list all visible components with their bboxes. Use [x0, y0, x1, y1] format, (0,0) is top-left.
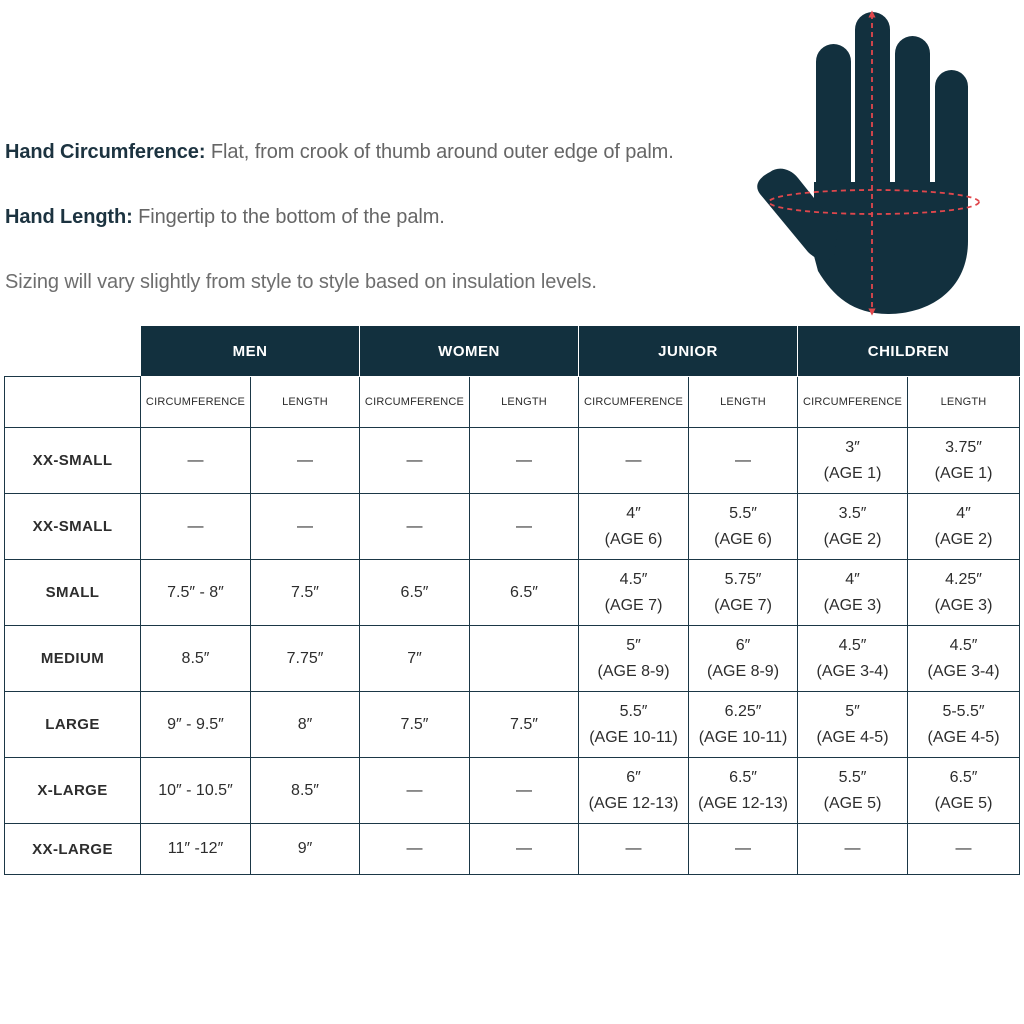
cell-value: —	[406, 517, 423, 535]
group-header-children: CHILDREN	[798, 326, 1020, 377]
cell-junior-circumference	[579, 494, 689, 560]
cell-value: —	[955, 840, 972, 857]
hand-measurement-icon	[748, 6, 998, 318]
cell-value: 4″	[626, 504, 641, 522]
cell-value: —	[406, 781, 423, 799]
cell-junior-circumference	[579, 824, 689, 875]
cell-men-circumference	[141, 692, 251, 758]
cell-age-range: (AGE 4-5)	[816, 728, 889, 746]
size-label: SMALL	[5, 560, 141, 626]
cell-junior-length	[689, 758, 798, 824]
cell-age-range: (AGE 6)	[714, 530, 772, 548]
cell-age-range: (AGE 3)	[823, 596, 882, 614]
cell-value: 9″	[297, 840, 313, 857]
cell-value: 7.5″	[510, 715, 538, 733]
hand-length-definition	[5, 206, 445, 229]
cell-men-circumference	[141, 824, 251, 875]
cell-men-circumference	[141, 758, 251, 824]
cell-age-range: (AGE 12-13)	[588, 794, 679, 812]
cell-value: —	[406, 840, 423, 857]
cell-children-length	[908, 626, 1020, 692]
sizing-note: Sizing will vary slightly from style to style based on insulation levels.	[5, 271, 597, 293]
cell-women-length	[470, 428, 579, 494]
cell-men-length	[251, 626, 360, 692]
cell-value: 6.5″	[510, 583, 538, 601]
cell-value: 3.75″	[945, 438, 982, 456]
table-row	[5, 758, 1020, 824]
subheader-junior-length: LENGTH	[689, 377, 798, 428]
cell-value: 5″	[845, 702, 860, 720]
cell-value: 6.25″	[724, 702, 762, 720]
subheader-men-circumference: CIRCUMFERENCE	[141, 377, 251, 428]
cell-value: 4.25″	[945, 570, 982, 588]
cell-value: —	[187, 517, 204, 535]
cell-value: 5.5″	[729, 504, 757, 522]
cell-value: 4.5″	[619, 570, 648, 588]
cell-junior-circumference	[579, 560, 689, 626]
cell-value: —	[625, 840, 642, 857]
cell-children-length	[908, 758, 1020, 824]
cell-junior-circumference	[579, 692, 689, 758]
cell-value: 5.75″	[724, 570, 762, 588]
cell-value: 6″	[735, 636, 751, 654]
cell-value: 8.5″	[181, 649, 210, 667]
table-row	[5, 692, 1020, 758]
hand-circumference-definition	[5, 141, 674, 164]
cell-value: 5-5.5″	[942, 702, 985, 720]
hand-length-text: Fingertip to the bottom of the palm.	[138, 206, 445, 228]
cell-junior-circumference	[579, 428, 689, 494]
cell-value: —	[844, 840, 861, 857]
group-header-men: MEN	[141, 326, 360, 377]
hand-circumference-label: Hand Circumference:	[5, 141, 206, 163]
glove-size-chart	[4, 326, 1020, 875]
cell-junior-length	[689, 494, 798, 560]
cell-age-range: (AGE 4-5)	[927, 728, 1000, 746]
cell-children-length	[908, 560, 1020, 626]
group-header-women: WOMEN	[360, 326, 579, 377]
cell-age-range: (AGE 7)	[604, 596, 663, 614]
cell-value: —	[516, 517, 532, 535]
cell-women-circumference	[360, 758, 470, 824]
cell-men-circumference	[141, 626, 251, 692]
cell-age-range: (AGE 2)	[934, 530, 993, 548]
cell-value: 6″	[626, 768, 641, 786]
cell-value: 3″	[845, 438, 860, 456]
cell-children-circumference	[798, 626, 908, 692]
table-row	[5, 626, 1020, 692]
cell-value: —	[406, 451, 423, 469]
cell-value: —	[735, 840, 752, 857]
cell-age-range: (AGE 1)	[823, 464, 882, 482]
cell-value: —	[735, 451, 752, 469]
cell-junior-length	[689, 824, 798, 875]
size-table-body	[5, 428, 1020, 875]
cell-age-range: (AGE 3-4)	[816, 662, 889, 680]
cell-junior-length	[689, 626, 798, 692]
cell-women-length	[470, 758, 579, 824]
cell-children-circumference	[798, 692, 908, 758]
cell-junior-circumference	[579, 758, 689, 824]
cell-women-circumference	[360, 560, 470, 626]
cell-children-length	[908, 428, 1020, 494]
cell-age-range: (AGE 10-11)	[589, 728, 678, 746]
cell-men-length	[251, 494, 360, 560]
table-row	[5, 824, 1020, 875]
cell-age-range: (AGE 5)	[934, 794, 993, 812]
cell-value: 7.5″	[291, 583, 319, 601]
hand-circumference-text: Flat, from crook of thumb around outer edge of palm.	[210, 141, 674, 163]
cell-women-circumference	[360, 494, 470, 560]
hand-silhouette	[757, 12, 968, 314]
cell-value: 7.5″ - 8″	[167, 583, 224, 601]
cell-value: 11″ -12″	[167, 840, 224, 857]
cell-men-circumference	[141, 428, 251, 494]
cell-women-length	[470, 494, 579, 560]
table-row	[5, 494, 1020, 560]
cell-children-length	[908, 494, 1020, 560]
cell-age-range: (AGE 10-11)	[698, 728, 788, 746]
size-label: XX-LARGE	[5, 824, 141, 875]
cell-women-circumference	[360, 428, 470, 494]
cell-value: 10″ - 10.5″	[158, 781, 233, 799]
cell-children-circumference	[798, 560, 908, 626]
cell-value: —	[297, 451, 313, 469]
cell-junior-length	[689, 428, 798, 494]
cell-value: —	[625, 451, 642, 469]
cell-children-circumference	[798, 494, 908, 560]
subheader-junior-circumference: CIRCUMFERENCE	[579, 377, 689, 428]
cell-men-circumference	[141, 560, 251, 626]
cell-children-circumference	[798, 758, 908, 824]
group-header-junior: JUNIOR	[579, 326, 798, 377]
cell-age-range: (AGE 8-9)	[707, 662, 780, 680]
blank-subheader	[5, 377, 141, 428]
corner-cell	[5, 326, 141, 377]
cell-value: 4.5″	[949, 636, 978, 654]
cell-value: 4″	[956, 504, 971, 522]
cell-value: 4″	[845, 570, 860, 588]
cell-men-length	[251, 560, 360, 626]
cell-value: 7″	[407, 649, 422, 667]
cell-value: 7.5″	[400, 715, 429, 733]
cell-value: 8.5″	[291, 781, 319, 799]
hand-length-label: Hand Length:	[5, 206, 133, 228]
cell-children-circumference	[798, 824, 908, 875]
cell-value: 5.5″	[619, 702, 648, 720]
cell-men-length	[251, 428, 360, 494]
cell-age-range: (AGE 3)	[934, 596, 993, 614]
cell-value: —	[516, 781, 532, 799]
cell-women-length	[470, 824, 579, 875]
cell-value: 4.5″	[838, 636, 867, 654]
cell-men-length	[251, 824, 360, 875]
cell-age-range: (AGE 12-13)	[698, 794, 788, 812]
cell-junior-length	[689, 692, 798, 758]
size-label: XX-SMALL	[5, 494, 141, 560]
cell-women-circumference	[360, 626, 470, 692]
size-label: LARGE	[5, 692, 141, 758]
cell-value: —	[187, 451, 204, 469]
cell-value: 3.5″	[838, 504, 867, 522]
cell-men-length	[251, 758, 360, 824]
cell-women-length	[470, 692, 579, 758]
size-label: XX-SMALL	[5, 428, 141, 494]
cell-junior-circumference	[579, 626, 689, 692]
subheader-women-length: LENGTH	[470, 377, 579, 428]
cell-women-length	[470, 626, 579, 692]
cell-age-range: (AGE 1)	[934, 464, 993, 482]
table-row	[5, 428, 1020, 494]
subheader-men-length: LENGTH	[251, 377, 360, 428]
size-label: X-LARGE	[5, 758, 141, 824]
cell-value: 6.5″	[949, 768, 978, 786]
cell-age-range: (AGE 2)	[823, 530, 882, 548]
cell-value: 5.5″	[838, 768, 867, 786]
cell-junior-length	[689, 560, 798, 626]
cell-age-range: (AGE 3-4)	[927, 662, 1000, 680]
cell-age-range: (AGE 7)	[714, 596, 772, 614]
cell-age-range: (AGE 8-9)	[597, 662, 670, 680]
subheader-women-circumference: CIRCUMFERENCE	[360, 377, 470, 428]
cell-children-circumference	[798, 428, 908, 494]
subheader-children-circumference: CIRCUMFERENCE	[798, 377, 908, 428]
cell-value: —	[516, 840, 532, 857]
cell-value: —	[516, 451, 532, 469]
size-label: MEDIUM	[5, 626, 141, 692]
cell-men-length	[251, 692, 360, 758]
cell-women-circumference	[360, 692, 470, 758]
cell-value: 9″ - 9.5″	[167, 715, 224, 733]
cell-value: 6.5″	[729, 768, 757, 786]
cell-age-range: (AGE 5)	[823, 794, 882, 812]
cell-children-length	[908, 824, 1020, 875]
subheader-children-length: LENGTH	[908, 377, 1020, 428]
cell-women-length	[470, 560, 579, 626]
cell-age-range: (AGE 6)	[604, 530, 663, 548]
cell-value: 8″	[297, 715, 313, 733]
cell-value: 5″	[626, 636, 641, 654]
cell-children-length	[908, 692, 1020, 758]
cell-value: 7.75″	[286, 649, 324, 667]
table-row	[5, 560, 1020, 626]
cell-women-circumference	[360, 824, 470, 875]
cell-value: 6.5″	[400, 583, 429, 601]
cell-value: —	[297, 517, 313, 535]
cell-men-circumference	[141, 494, 251, 560]
